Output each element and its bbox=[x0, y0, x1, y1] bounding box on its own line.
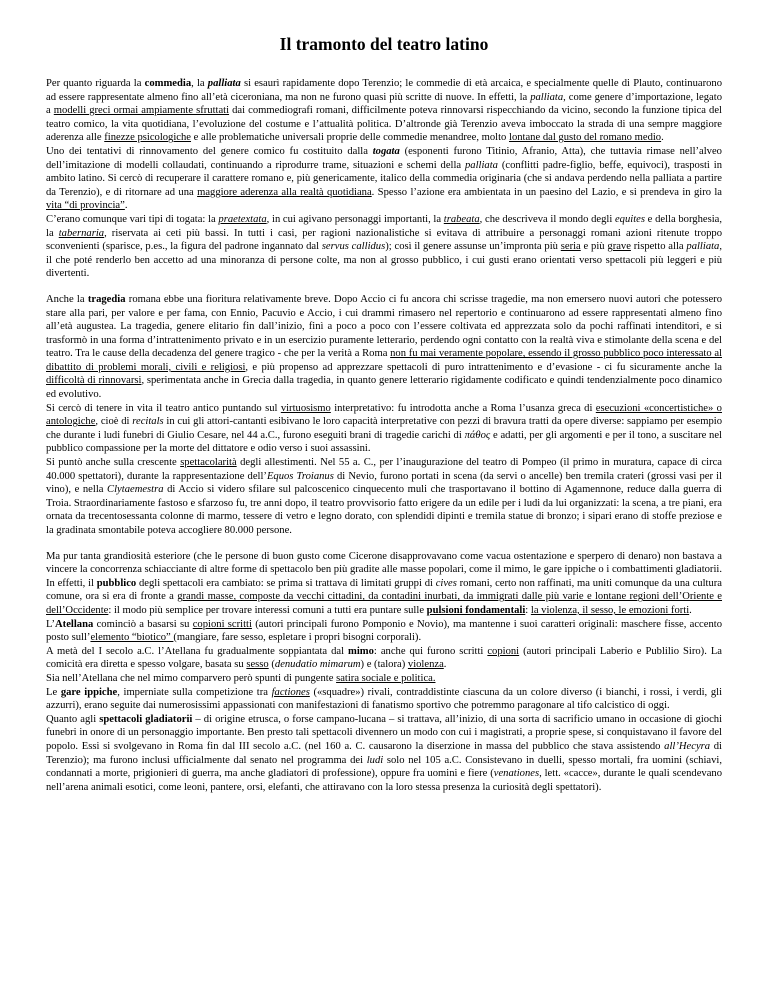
text-run: (autori principali furono Pomponio e Novio), ma mantenne i suoi caratteri originali: maschere fisse, accento posto sull’ bbox=[46, 618, 723, 644]
text-run: commedia bbox=[144, 78, 192, 89]
text-run: lett. «cacce», durante le quali scendevano nell’arena animali esotici, come leoni, pantere, orsi, elefanti, che attiravano con la loro stessa presenza la curiosità degli spettatori). bbox=[46, 768, 722, 793]
text-run: palliata bbox=[207, 78, 241, 89]
page-title: Il tramonto del teatro latino bbox=[279, 34, 489, 54]
text-run: romani, certo non raffinati, ma uniti comunque da una cultura comune, ora si era di fronte a bbox=[46, 577, 723, 603]
text-run: e alle problematiche universali proprie delle commedie menandree, molto bbox=[191, 132, 509, 144]
paragraph bbox=[46, 672, 722, 686]
text-run: : bbox=[525, 604, 531, 616]
paragraph bbox=[46, 402, 722, 456]
text-run: cominciò a basarsi su bbox=[93, 618, 193, 630]
text-run: venationes, bbox=[493, 768, 542, 780]
text-run: e più bbox=[580, 241, 608, 253]
paragraph bbox=[46, 213, 722, 281]
text-run: cives bbox=[435, 577, 457, 589]
text-run: di Accio si videro sfilare sul palcoscenico cinquecento muli che trasportavano il bottino di Agamennone, reduce dalla guerra di Troia. Straordinariamente fastoso e sfarzoso fu, tre anni dopo, il teatro provvisorio fatto erigere da un edile per i ludi da lui organizzati: la scena, a tre piani, era ornata da trecentosessanta colonne di marmo, tessere di vetro e legno dorato, con splendidi dipinti e tremila statue di bronzo; i sipari erano di stoffe preziose e la gradinata smontabile poteva accogliere 80.000 persone. bbox=[46, 484, 722, 536]
text-run: – di origine etrusca, o forse campano-lucana – si trattava, all’inizio, di una sorta di sacrificio umano in occasione di giochi funebri in onore di un personaggio importante. Ben presto tali spettacoli divennero un modo con cui i magistrati, a proprie spese, si conquistavano il favore del popolo. Essi si svolgevano in Roma fin dal III secolo a.C. (nel 160 a. C. causarono la diserzione in massa del pubblico che stava assistendo bbox=[46, 713, 723, 752]
text-run: degli allestimenti. Nel 55 a. C., per l’inaugurazione del teatro di Pompeo (il primo in muratura, capace di circa 40.000 spettatori), durante la rappresentazione dell’ bbox=[46, 457, 723, 482]
paragraph bbox=[46, 713, 722, 795]
text-run: , che descriveva il mondo degli bbox=[479, 213, 615, 225]
text-run: copioni bbox=[487, 645, 520, 657]
text-run: pubblico bbox=[96, 577, 137, 589]
text-run: , imperniate sulla competizione tra bbox=[117, 686, 272, 698]
text-run: vita “di provincia” bbox=[46, 200, 125, 212]
text-section bbox=[46, 550, 722, 795]
text-run: Si cercò di tenere in vita il teatro antico puntando sul bbox=[46, 402, 281, 414]
text-run: esecuzioni «concertistiche» o antologiche bbox=[46, 402, 722, 428]
paragraph bbox=[46, 618, 722, 645]
text-run: in cui gli attori-cantanti esibivano le loro capacità interpretative con pezzi di bravura tratti da opere diverse: sappiamo per esempio che durante i ludi funebri di Giulio Cesare, nel 44 a.C., furono eseguiti brani di tragedie carichi di bbox=[46, 416, 722, 441]
text-run: equites bbox=[614, 213, 645, 225]
text-run: interpretativo: fu introdotta anche a Roma l’usanza greca di bbox=[330, 402, 596, 414]
text-run: Sia nell’Atellana che nel mimo comparvero però spunti di pungente bbox=[46, 672, 337, 684]
text-run: Le bbox=[46, 686, 61, 698]
text-run: Anche la bbox=[46, 293, 88, 305]
text-run: Uno dei tentativi di rinnovamento del genere comico fu costituito dalla bbox=[46, 145, 373, 157]
text-run: all’Hecyra bbox=[664, 740, 711, 752]
text-run: seria bbox=[560, 241, 581, 253]
paragraph bbox=[46, 145, 722, 213]
text-run: («squadre») rivali, contraddistinte ciascuna da un colore diverso (i bianchi, i rossi, i verdi, gli azzurri), erano seguite dai numerosissimi appassionati con manifestazioni di fanatismo sportivo che potremmo paragonare al tifo calcistico di oggi. bbox=[46, 686, 723, 712]
text-run: di Nevio, furono portati in scena (da servi o ancelle) ben tremila crateri (grossi vasi per il vino), e nella bbox=[46, 470, 722, 496]
text-run: recitals bbox=[132, 416, 164, 428]
text-run: spettacolarità bbox=[180, 457, 237, 469]
text-run: : il modo più semplice per trovare interessi comuni a tutti era puntare sulle bbox=[108, 604, 427, 616]
text-run: violenza bbox=[407, 659, 444, 671]
text-run: Per quanto riguarda la bbox=[46, 78, 145, 89]
text-run: . bbox=[443, 659, 447, 671]
text-run: tabernaria bbox=[58, 227, 105, 239]
text-run: lontane dal gusto del romano medio bbox=[509, 132, 662, 144]
text-run: (mangiare, fare sesso, espletare i propri bisogni corporali). bbox=[173, 632, 422, 644]
text-run: sesso bbox=[246, 659, 269, 671]
text-run: copioni scritti bbox=[192, 618, 252, 630]
paragraph bbox=[46, 686, 722, 713]
text-run: . bbox=[689, 604, 692, 616]
text-run: si esaurì rapidamente dopo Terenzio; le commedie di età arcaica, e specialmente quelle di Plauto, continuarono ad essere rappresentate almeno fino all’età ciceroniana, ma non ne furono quasi più scritte di nuove. In effetti, la bbox=[46, 78, 722, 103]
text-run: , il che poté renderlo ben accetto ad una minoranza di persone colte, ma non al grosso pubblico, i cui gusti erano orientati verso spettacoli più leggeri e più divertenti. bbox=[46, 241, 723, 280]
text-run: grandi masse, composte da vecchi cittadini, da contadini inurbati, da immigrati dalle più varie e lontane regioni dell’Oriente e dell’Occidente bbox=[46, 591, 723, 616]
text-run: satira sociale e politica. bbox=[336, 672, 436, 684]
text-run: denudatio mimarum bbox=[274, 659, 361, 671]
text-run: . bbox=[124, 200, 128, 212]
text-run: Atellana bbox=[55, 618, 94, 630]
text-run: (autori principali Laberio e Publilio Siro). La comicità era diretta e spesso volgare, basata su bbox=[46, 645, 722, 671]
text-run: , cioè di bbox=[95, 416, 133, 428]
text-run: servus callidus bbox=[321, 241, 386, 253]
text-run: ) e (talora) bbox=[360, 659, 408, 671]
text-run: Equos Troianus bbox=[266, 470, 334, 482]
text-run: . bbox=[661, 132, 664, 144]
text-run: , la bbox=[191, 78, 208, 89]
text-run: ludi bbox=[366, 754, 384, 766]
text-run: mimo bbox=[348, 645, 374, 657]
text-run: dai commediografi romani, difficilmente poteva rinnovarsi rispecchiando da vicino, secondo la funzione tipica del teatro comico, la vita quotidiana, l’evoluzione del costume e l’attualità politica. D’altronde già Terenzio aveva imboccato la strada di una sempre maggiore aderenza alle bbox=[46, 105, 722, 144]
text-run: maggiore aderenza alla realtà quotidiana bbox=[197, 186, 372, 198]
text-run: grave bbox=[607, 241, 631, 253]
paragraph bbox=[46, 456, 722, 538]
text-run: , come genere d’importazione, legato a bbox=[46, 91, 722, 117]
text-run: (esponenti furono Titinio, Afranio, Atta), che tuttavia rimase nell’alveo dell’imitazione di modelli collaudati, continuando a riprodurre trame, situazioni e schemi della bbox=[46, 145, 722, 171]
text-run: modelli greci ormai ampiamente sfruttati bbox=[53, 105, 230, 117]
text-run: . Spesso l’azione era ambientata in un paesino del Lazio, e si prendeva in giro la bbox=[371, 186, 723, 198]
text-section bbox=[46, 77, 722, 281]
text-run: solo nel 105 a.C. Consistevano in duelli, spesso mortali, fra uomini (schiavi, condannati a morte, prigionieri di guerra, ma anche gladiatori di professione), oppure fra uomini e fiere ( bbox=[46, 754, 722, 780]
text-run: e della borghesia, la bbox=[46, 213, 722, 239]
text-run: gare ippiche bbox=[60, 686, 118, 698]
text-run: ( bbox=[268, 659, 275, 671]
paragraph bbox=[46, 550, 722, 618]
text-run: rispetto alla bbox=[630, 241, 687, 253]
text-run: ); così il genere assunse un’impronta più bbox=[385, 241, 561, 253]
paragraph bbox=[46, 293, 722, 402]
text-run: , e più propenso ad apprezzare spettacoli di puro intrattenimento e d’evasione - ci fu sicuramente anche la bbox=[245, 361, 722, 373]
text-run: tragedia bbox=[87, 293, 126, 305]
text-section bbox=[46, 293, 722, 538]
text-run: : anche qui furono scritti bbox=[373, 645, 488, 657]
text-run: palliata bbox=[686, 241, 720, 253]
text-run: factiones bbox=[271, 686, 310, 698]
text-run: , in cui agivano personaggi importanti, la bbox=[266, 213, 444, 225]
text-run: C’erano comunque vari tipi di togata: la bbox=[46, 213, 219, 225]
document-body bbox=[46, 77, 722, 794]
text-run: A metà del I secolo a.C. l’Atellana fu gradualmente soppiantata dal bbox=[46, 645, 349, 657]
text-run: di Terenzio); ma furono inclusi ufficialmente dal senato nel programma dei bbox=[46, 740, 722, 766]
text-run: finezze psicologiche bbox=[104, 132, 192, 144]
text-run: Quanto agli bbox=[46, 713, 100, 725]
text-run: non fu mai veramente popolare, essendo il grosso pubblico poco interessato al dibattito di problemi morali, civili e religiosi bbox=[46, 348, 722, 373]
paragraph bbox=[46, 645, 722, 672]
text-run: Si puntò anche sulla crescente bbox=[46, 457, 181, 469]
text-run: elemento “biotico” bbox=[90, 632, 174, 644]
text-run: (conflitti padre-figlio, beffe, equivoci), trasposti in ambito latino. Si cercò di recuperare il carattere romano e, più genericamente, italico della commedia originaria (che si andava perdendo nella palliata a partire da Terenzio), e di ritornare ad una bbox=[46, 159, 722, 198]
text-run: degli spettacoli era cambiato: se prima si trattava di limitati gruppi di bbox=[136, 577, 436, 589]
text-run: Clytaemestra bbox=[107, 484, 164, 496]
text-run: πάθος bbox=[464, 429, 491, 441]
text-run: pulsioni fondamentali bbox=[426, 604, 526, 616]
text-run: praetextata bbox=[218, 213, 267, 225]
text-run: palliata bbox=[465, 159, 498, 171]
text-run: virtuosismo bbox=[280, 402, 331, 414]
text-run: Ma pur tanta grandiosità esteriore (che le persone di buon gusto come Cicerone disapprovavano come vacua ostentazione e sperpero di denaro) non bastava a vincere la concorrenza schiacciante di altre forme di spettacolo ben più gradite alle masse popolari, come il mimo, le gare ippiche o i combattimenti gladiatorii. In effetti, il bbox=[46, 550, 722, 589]
text-run: spettacoli gladiatorii bbox=[99, 713, 193, 725]
text-run: , sperimentata anche in Grecia dalla tragedia, in quanto genere letterario rigidamente codificato e quindi tendenzialmente poco dinamico ed evolutivo. bbox=[46, 375, 722, 401]
text-run: trabeata bbox=[443, 213, 480, 225]
text-run: palliata bbox=[530, 91, 564, 103]
text-run: L’ bbox=[46, 618, 56, 630]
text-run: , riservata ai ceti più bassi. In tutti i casi, per ragioni nazionalistiche si evitava di attribuire a personaggi romani azioni ritenute troppo sconvenienti (sparisce, p.es., la figura del padrone ingannato dal bbox=[46, 227, 723, 253]
text-run: togata bbox=[372, 145, 400, 157]
text-run: difficoltà di rinnovarsi bbox=[46, 375, 142, 387]
text-run: e adatti, per gli argomenti e per il tono, a suscitare nel pubblico compassione per la morte del dittatore e odio verso i suoi assassini. bbox=[46, 429, 723, 455]
text-run: la violenza, il sesso, le emozioni forti bbox=[530, 604, 690, 616]
text-run: romana ebbe una fioritura relativamente breve. Dopo Accio ci fu ancora chi scrisse tragedie, ma non emersero nuovi autori che potessero stare alla pari, per valore e per fama, con Ennio, Pacuvio e Accio, i cui drammi rimasero nel repertorio e continuarono ad essere rappresentati almeno fino all’età augustea. La tragedia, genere elitario fin dall’inizio, finì a poco a poco con l’essere coltivata ed apprezzata solo da pochi raffinati intenditori, e si trasformò in una forma d’intrattenimento privato e in un esercizio puramente letterario, perdendo ogni contatto con la realtà viva e stimolante della scena e del teatro. Tra le cause della decadenza del genere tragico - che per la verità a Roma bbox=[46, 293, 723, 360]
paragraph bbox=[46, 77, 722, 145]
